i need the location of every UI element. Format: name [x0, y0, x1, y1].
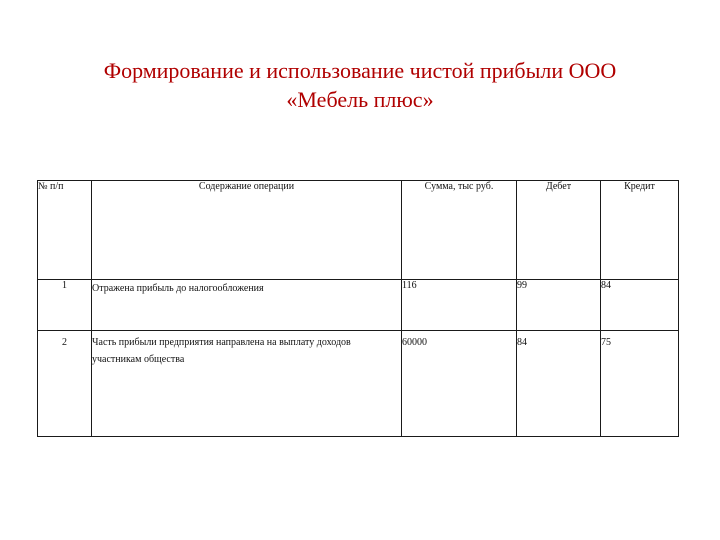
row-sum: 116 — [402, 280, 517, 331]
row-number: 1 — [38, 280, 92, 331]
header-description: Содержание операции — [92, 181, 402, 280]
row-description: Часть прибыли предприятия направлена на выплату доходов участникам общества — [92, 331, 402, 437]
header-debit: Дебет — [517, 181, 601, 280]
table-header-row — [38, 181, 679, 280]
row-sum: 60000 — [402, 331, 517, 437]
title-line-2: «Мебель плюс» — [286, 87, 434, 112]
page-title — [0, 56, 720, 114]
title-line-1: Формирование и использование чистой прибыли ООО — [103, 58, 617, 83]
row-description: Отражена прибыль до налогообложения — [92, 280, 402, 331]
table-row — [38, 331, 679, 437]
header-credit: Кредит — [601, 181, 679, 280]
row-debit: 99 — [517, 280, 601, 331]
table-row — [38, 280, 679, 331]
row-number: 2 — [38, 331, 92, 437]
header-sum: Сумма, тыс руб. — [402, 181, 517, 280]
operations-table — [37, 180, 679, 437]
row-credit: 84 — [601, 280, 679, 331]
row-credit: 75 — [601, 331, 679, 437]
header-number: № п/п — [38, 181, 92, 280]
row-debit: 84 — [517, 331, 601, 437]
